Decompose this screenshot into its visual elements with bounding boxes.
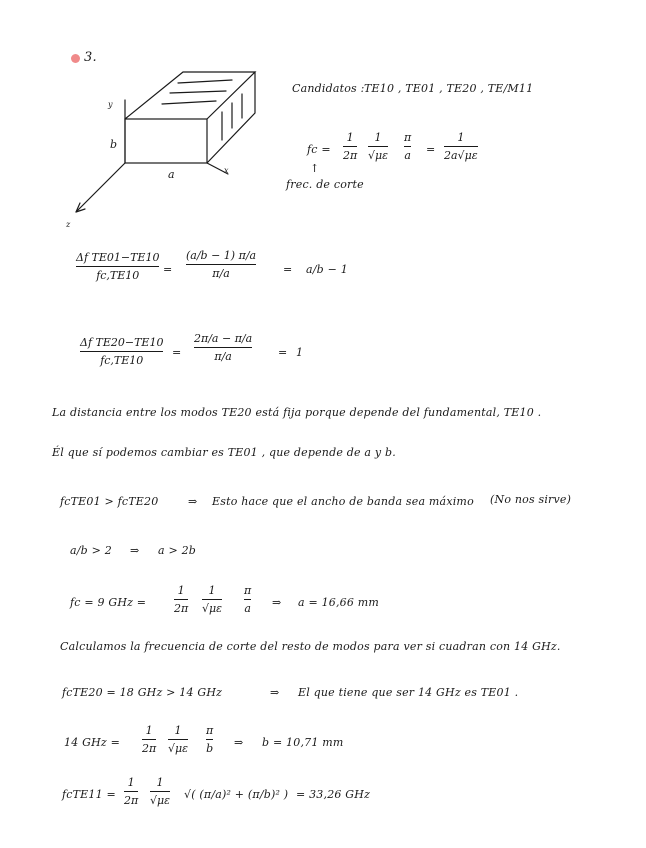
- calc-a-sqrt: 1 √με: [202, 584, 223, 615]
- calc-tm11-coef: 1 2π: [124, 776, 139, 807]
- waveguide-front-face: [125, 119, 207, 163]
- cond2-arrow: ⇒: [130, 544, 140, 557]
- te01-result: a/b − 1: [306, 263, 348, 276]
- candidates-modes: TE10 , TE01 , TE20 , TE/M11: [364, 82, 534, 95]
- label-b: b: [110, 138, 118, 151]
- te20-result: 1: [296, 346, 304, 359]
- calc-b-coef: 1 2π: [142, 724, 157, 755]
- calc-te20-arrow: ⇒: [270, 686, 280, 699]
- te01-eq1: =: [163, 263, 173, 276]
- cond2-rhs: a > 2b: [158, 544, 197, 557]
- calc-a-arrow: ⇒: [272, 596, 282, 609]
- label-z: z: [66, 220, 71, 229]
- cutoff-eq: =: [426, 143, 436, 156]
- te01-eq2: =: [283, 263, 293, 276]
- calc-te20-lhs: fcTE20 = 18 GHz > 14 GHz: [62, 686, 223, 699]
- waveguide-top-face: [125, 72, 255, 119]
- cutoff-lhs: fc =: [307, 143, 331, 156]
- te20-eq1: =: [172, 346, 182, 359]
- te20-ratio-fraction: Δf TE20−TE10 fc,TE10: [80, 336, 164, 367]
- z-axis: [76, 163, 125, 212]
- calc-a-ratio: π a: [244, 584, 252, 615]
- cutoff-result: 1 2a√με: [444, 131, 478, 162]
- cond1-arrow: ⇒: [188, 495, 198, 508]
- te20-mid-fraction: 2π/a − π/a π/a: [194, 332, 253, 363]
- problem-number: 3.: [84, 50, 97, 65]
- cutoff-coef: 1 2π: [343, 131, 358, 162]
- label-y: y: [108, 100, 113, 109]
- cutoff-ratio: π a: [404, 131, 412, 162]
- label-x: x: [224, 166, 229, 175]
- cutoff-note: frec. de corte: [286, 178, 364, 191]
- calc-b-sqrt: 1 √με: [168, 724, 189, 755]
- calc-b-result: b = 10,71 mm: [262, 736, 344, 749]
- te01-ratio-fraction: Δf TE01−TE10 fc,TE10: [76, 251, 160, 282]
- calc-b-lhs: 14 GHz =: [64, 736, 120, 749]
- calc-tm11-sqrt: 1 √με: [150, 776, 171, 807]
- calc-te20-text: El que tiene que ser 14 GHz es TE01 .: [298, 686, 519, 699]
- calc-tm11-root: √( (π/a)² + (π/b)² ): [184, 788, 289, 801]
- waveguide-right-face: [207, 72, 255, 163]
- cond1-text: Esto hace que el ancho de banda sea máximo: [212, 495, 474, 508]
- candidates-label: Candidatos :: [292, 82, 365, 95]
- label-a: a: [168, 168, 175, 181]
- te01-mid-fraction: (a/b − 1) π/a π/a: [186, 249, 257, 280]
- cond1-lhs: fcTE01 > fcTE20: [60, 495, 159, 508]
- cond1-note: (No nos sirve): [490, 493, 572, 506]
- cutoff-sqrt: 1 √με: [368, 131, 389, 162]
- calc-a-lhs: fc = 9 GHz =: [70, 596, 147, 609]
- calc-b-arrow: ⇒: [234, 736, 244, 749]
- calc-a-result: a = 16,66 mm: [298, 596, 380, 609]
- te20-eq2: =: [278, 346, 288, 359]
- text-line-1: La distancia entre los modos TE20 está fija porque depende del fundamental, TE10 .: [52, 406, 542, 419]
- calc-b-ratio: π b: [206, 724, 214, 755]
- cond2-lhs: a/b > 2: [70, 544, 112, 557]
- calc-a-coef: 1 2π: [174, 584, 189, 615]
- text-line-3: Calculamos la frecuencia de corte del resto de modos para ver si cuadran con 14 GHz.: [60, 640, 561, 653]
- calc-tm11-result: = 33,26 GHz: [296, 788, 371, 801]
- calc-tm11-lhs: fcTE11 =: [62, 788, 116, 801]
- cutoff-arrow: ↑: [310, 162, 320, 175]
- text-line-2: Él que sí podemos cambiar es TE01 , que depende de a y b.: [52, 446, 396, 459]
